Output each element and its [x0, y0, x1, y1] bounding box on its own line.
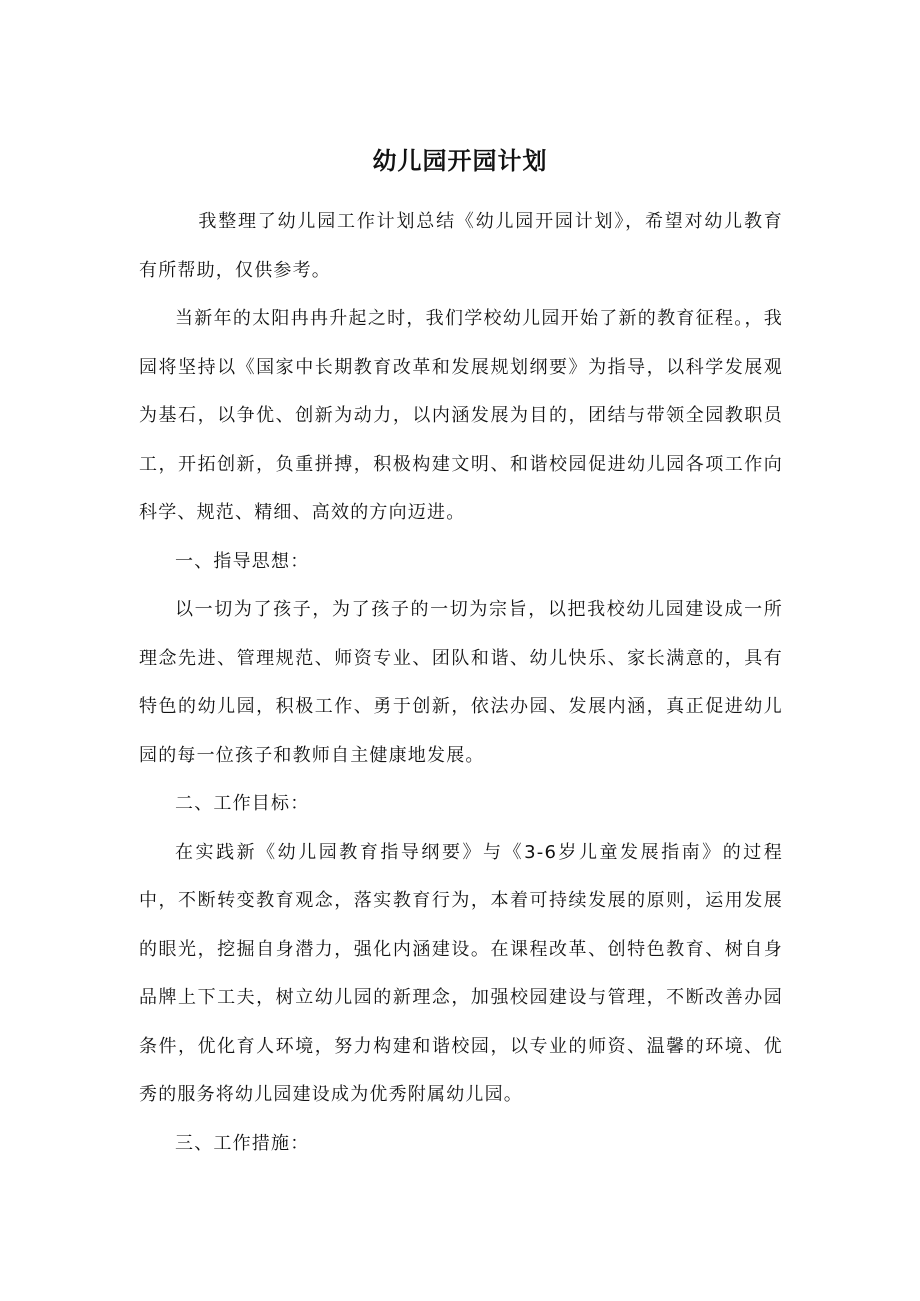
work-goals-paragraph: 在实践新《幼儿园教育指导纲要》与《3-6岁儿童发展指南》的过程中，不断转变教育观念，落实教育行为，本着可持续发展的原则，运用发展的眼光，挖掘自身潜力，强化内涵建设。在课程改革、创特色教育、树自身品牌上下工夫，树立幼儿园的新理念，加强校园建设与管理，不断改善办园条件，优化育人环境，努力构建和谐校园，以专业的师资、温馨的环境、优秀的服务将幼儿园建设成为优秀附属幼儿园。	[139, 841, 783, 1105]
document-title: 幼儿园开园计划	[372, 147, 548, 175]
intro-paragraph: 我整理了幼儿园工作计划总结《幼儿园开园计划》，希望对幼儿教育有所帮助，仅供参考。	[139, 211, 783, 281]
document-body	[139, 198, 783, 1168]
guiding-ideology-paragraph: 以一切为了孩子，为了孩子的一切为宗旨，以把我校幼儿园建设成一所理念先进、管理规范、师资专业、团队和谐、幼儿快乐、家长满意的，具有特色的幼儿园，积极工作、勇于创新，依法办园、发展内涵，真正促进幼儿园的每一位孩子和教师自主健康地发展。	[139, 599, 783, 766]
section-heading-work-goals: 二、工作目标：	[175, 793, 310, 814]
section-heading-guiding-ideology: 一、指导思想：	[175, 550, 310, 572]
section-heading-work-measures: 三、工作措施：	[175, 1132, 310, 1154]
opening-paragraph: 当新年的太阳冉冉升起之时，我们学校幼儿园开始了新的教育征程。，我园将坚持以《国家中长期教育改革和发展规划纲要》为指导，以科学发展观为基石，以争优、创新为动力，以内涵发展为目的，团结与带领全园教职员工，开拓创新，负重拼搏，积极构建文明、和谐校园促进幼儿园各项工作向科学、规范、精细、高效的方向迈进。	[139, 308, 783, 523]
